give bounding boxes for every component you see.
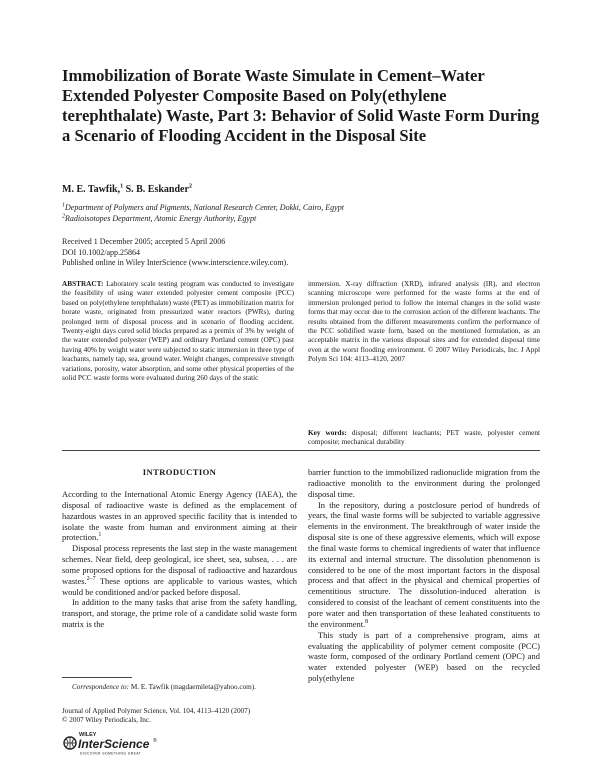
affiliation-2-text: Radioisotopes Department, Atomic Energy Authority, Egypt [65,213,257,223]
footnote-divider [62,677,132,678]
abstract-text-right: immersion. X-ray diffraction (XRD), infrared analysis (IR), and electron scanning microscope were performed for the waste forms at the end of immersion prolonged period to follow the internal changes in the solid waste forms that may occur due to the corrosion action of the different leachants. The results obtained from the different measurements confirm the performance of the PCC solidified waste form, based on the mentioned formulation, as an acceptable matrix in the various disposal sites and for extended disposal time even at the worst flooding environment. © 2007 Wiley Periodicals, Inc. J Appl Polym Sci 104: 4113–4120, 2007 [308,280,540,364]
keywords [308,429,540,448]
body-left-column [62,489,297,630]
paragraph-text: In addition to the many tasks that arise from the safety handling, transport, and storage, the prime role of a candidate solid waste form matrix is the [62,597,297,630]
paragraph-text: barrier function to the immobilized radionuclide migration from the radioactive monolith to the environment during the prolonged disposal time. [308,467,540,499]
keywords-label: Key words: [308,429,347,437]
affiliation-2 [62,214,344,225]
author-2-name: S. B. Eskander [123,184,189,195]
publication-history [62,237,288,269]
paragraph [308,630,540,684]
abstract-label: ABSTRACT: [62,280,104,288]
affiliations [62,203,344,224]
paragraph [62,489,297,543]
logo-brand-text: InterScience [78,737,150,751]
author-1-name: M. E. Tawfik, [62,184,121,195]
body-right-column [308,467,540,684]
correspondence-label: Correspondence to: [72,683,130,691]
author-1-affil-mark: 1 [120,183,124,190]
section-heading-introduction: INTRODUCTION [142,467,217,477]
doi-line: DOI 10.1002/app.25864 [62,247,140,257]
paragraph-text: According to the International Atomic Energy Agency (IAEA), the disposal of radioactive waste is defined as the emplacement of hazardous wastes in an approved specific facility that is intended to isolate the waste from human and environment aiming at their protection. [62,489,297,543]
paragraph [308,467,540,500]
journal-citation [62,707,297,725]
abstract-right-column [308,280,540,365]
citation-mark: 2–7 [86,575,96,582]
paragraph-text: This study is part of a comprehensive program, aims at evaluating the applicability of polymer cement composite (PCC) waste form, composed of the ordinary Portland cement (OPC) and water extended polyester (WEP) based on the recycled poly(ethylene [308,629,540,684]
paragraph-text: Disposal process represents the last step in the waste management schemes. Near field, deep geological, ice sheet, sea, subsea, . . . are some proposed options for the disposal of radioactive and hazardous wastes. [62,543,297,586]
paragraph-text: These options are applicable to various wastes, which would be conditioned and/or packed before disposal. [62,575,297,597]
keywords-text: disposal; different leachants; PET waste, polyester cement composite; mechanical durability [308,429,540,447]
logo-wiley-text: WILEY [79,732,97,738]
journal-copyright: © 2007 Wiley Periodicals, Inc. [62,716,151,725]
author-2-affil-mark: 2 [188,183,192,190]
correspondence-note [62,683,297,692]
journal-name: Journal of Applied Polymer Science, Vol. 104, 4113–4120 (2007) [62,707,251,715]
paragraph [308,500,540,630]
author-line [62,184,192,195]
article-title: Immobilization of Borate Waste Simulate in Cement–Water Extended Polyester Composite Based on Poly(ethylene terephthalate) Waste, Part 3: Behavior of Solid Waste Form During a Scenario of Flooding Accident in the Disposal Site [62,66,540,145]
citation-mark: 8 [365,619,369,625]
affiliation-1 [62,203,344,214]
affiliation-1-mark: 1 [62,202,65,209]
received-dates: Received 1 December 2005; accepted 5 April 2006 [62,237,226,246]
paragraph [62,597,297,630]
abstract-left-column [62,280,294,383]
published-online: Published online in Wiley InterScience (www.interscience.wiley.com). [62,258,289,267]
wiley-interscience-logo [62,729,182,757]
correspondence-text: M. E. Tawfik (magdaemileta@yahoo.com). [129,683,256,691]
logo-registered-mark: ® [153,738,157,744]
paragraph-text: In the repository, during a postclosure period of hundreds of years, the final waste forms will be subjected to variable aggressive elements in the environment. The breakthrough of water inside the disposal site is one of these aggressive elements, which will expose the final waste forms to chemical ingredients of water that influence its external and internal structure. The dissolution phenomenon is considered to be one of the most important factors in the disposal process and that affect in the physical and chemical properties of cementitious structure. The dissolution-induced alteration is considered to consist of the leachant of cement constituents into the pore water and then transportation of these leahated constituents to the environment. [308,499,540,629]
abstract-text-left: Laboratory scale testing program was conducted to investigate the feasibility of using water extended polyester cement composite (PCC) based on poly(ethylene terephthalate) waste (PET) as immobilization matrix for borate waste, originated from pressurized water reactors (PWRs), during prolonged term of disposal process and in scenario of flooding accident. Twenty-eight days cured solid blocks prepared as a premix of 3% by weight of the water extended polyester (WEP) and ordinary Portland cement (OPC) past having 40% by weight water were subjected to static immersion in three type of leachants, namely tap, sea, ground water. Weight changes, compressive strength variations, porosity, water absorption, and some other physical properties of the solid PCC waste forms were evaluated during 260 days of the static [62,280,294,383]
logo-tagline: DISCOVER SOMETHING GREAT [80,751,142,756]
wiley-globe-icon [64,737,76,749]
paragraph [62,543,297,597]
affiliation-1-text: Department of Polymers and Pigments, National Research Center, Dokki, Cairo, Egypt [65,203,344,212]
citation-mark: 1 [98,532,102,539]
abstract-divider [62,450,540,451]
affiliation-2-mark: 2 [62,212,65,219]
